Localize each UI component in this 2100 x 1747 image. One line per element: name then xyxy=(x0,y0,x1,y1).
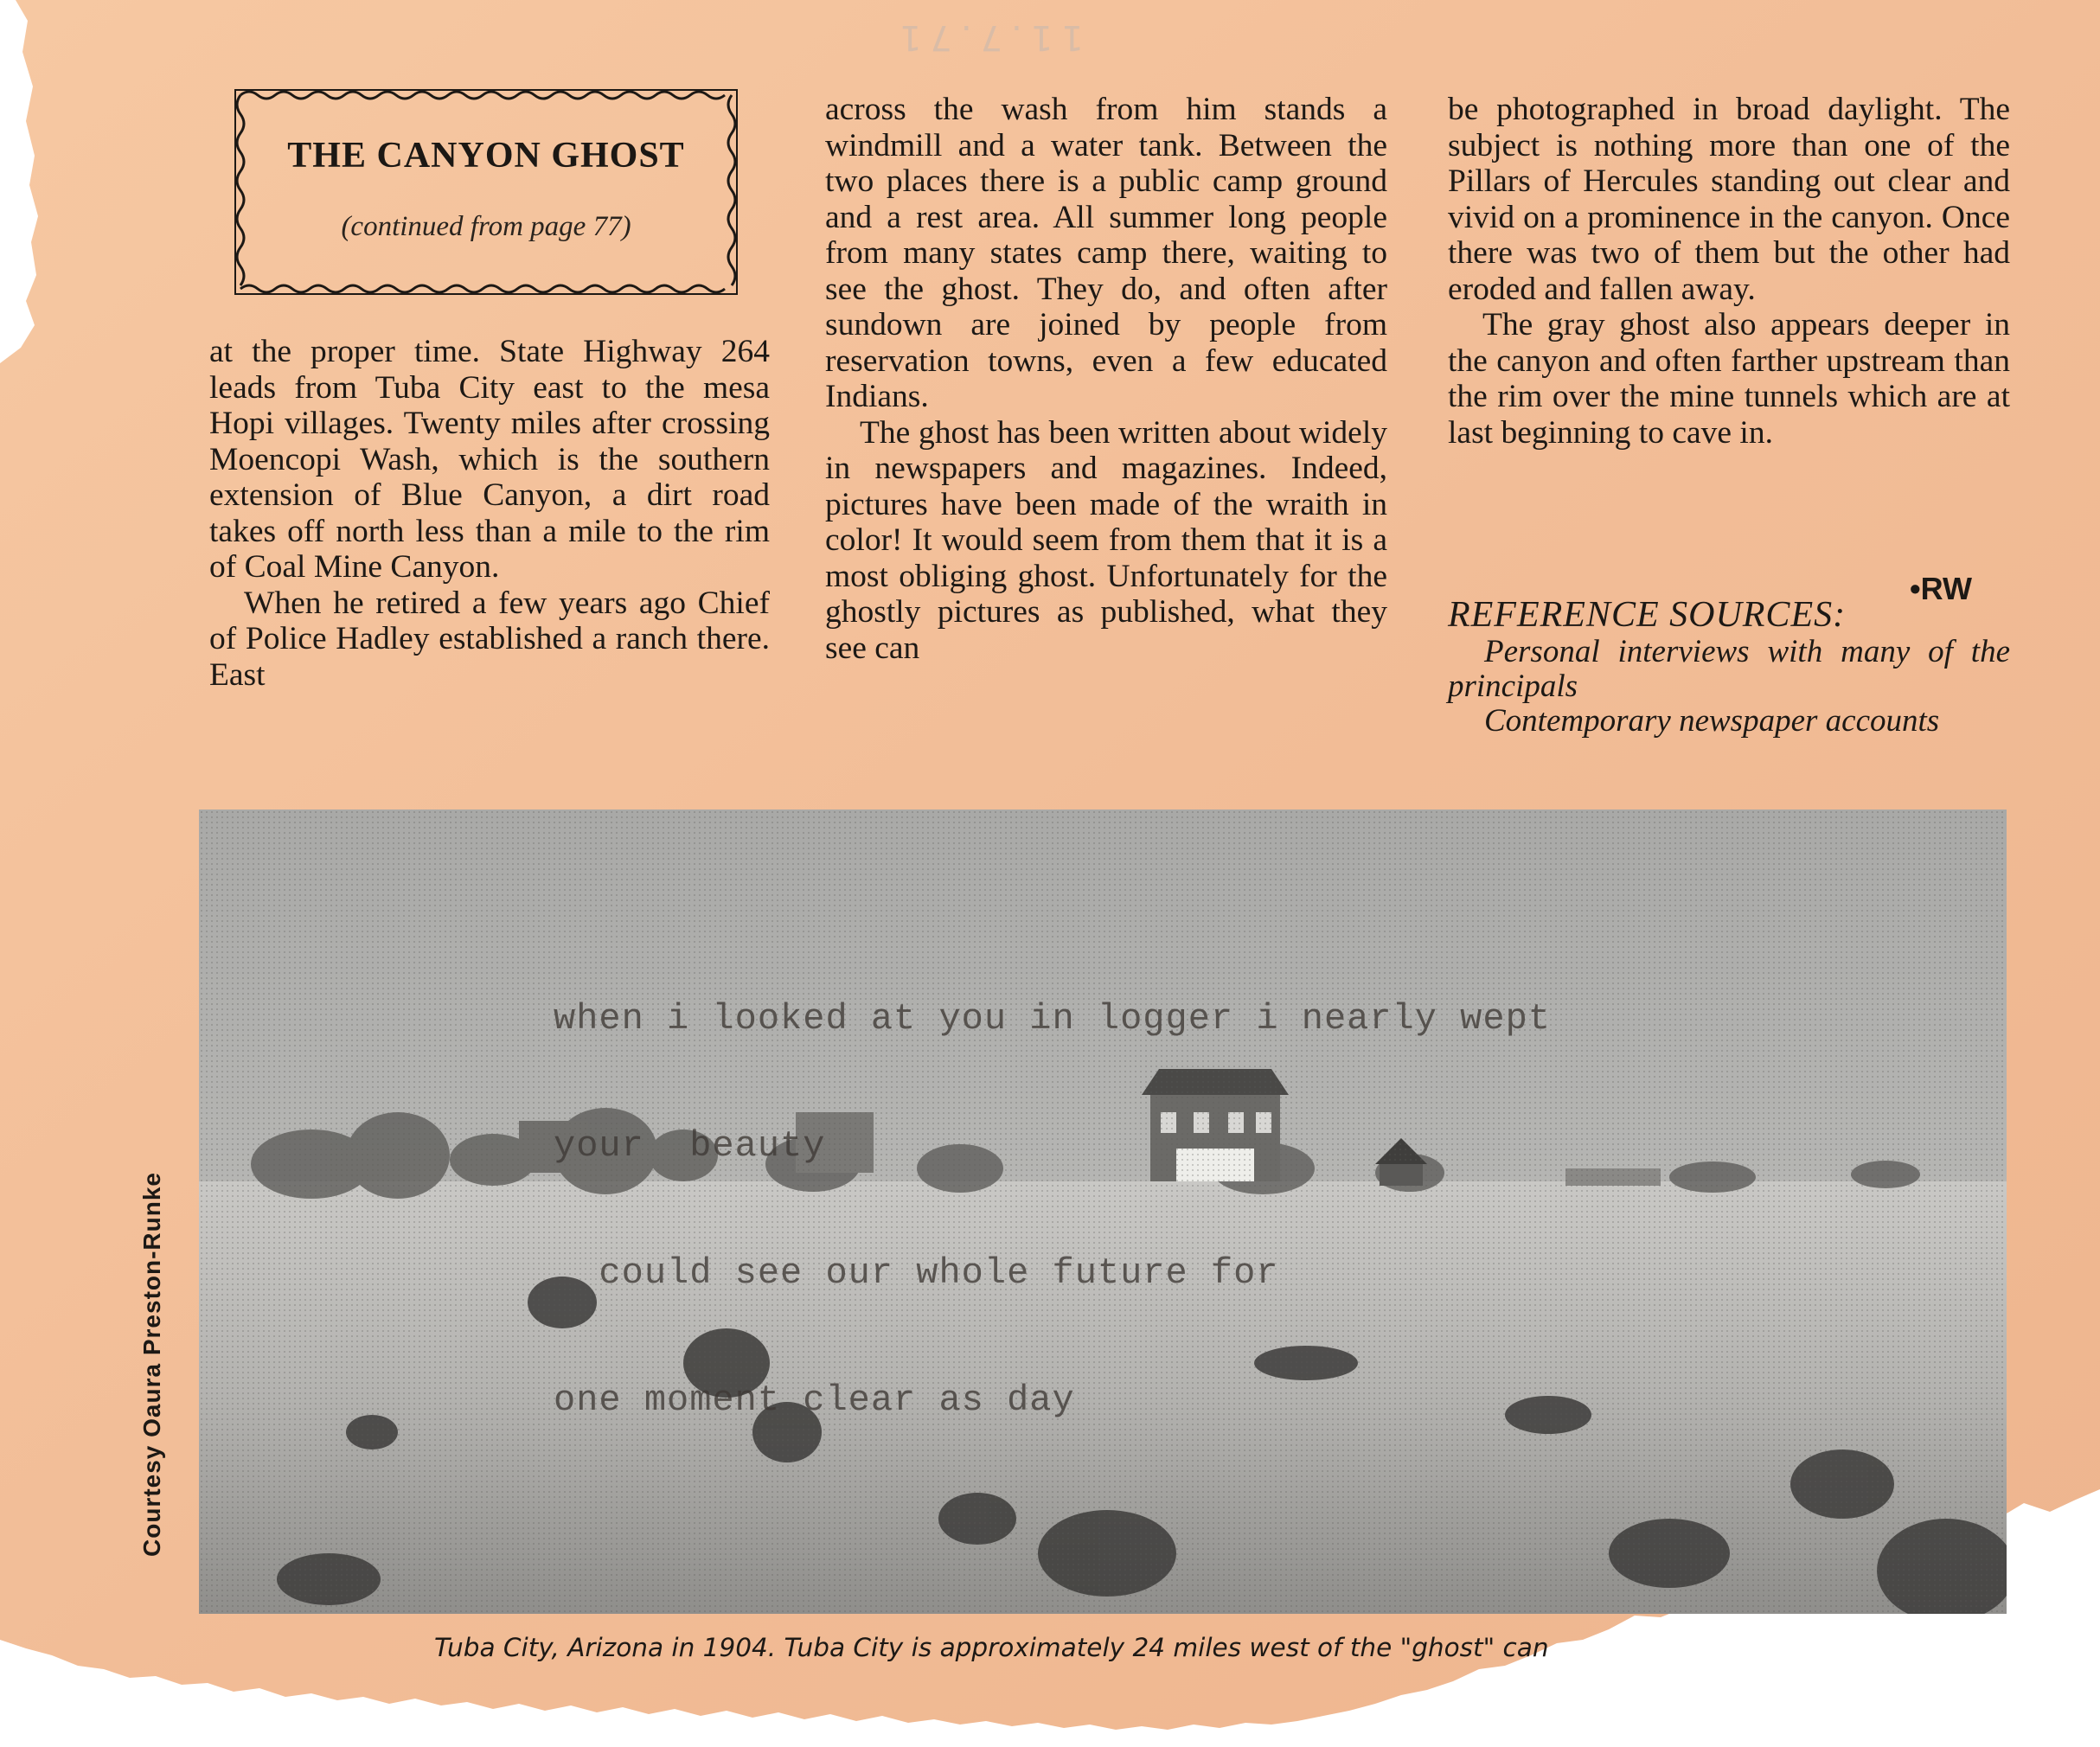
title-box xyxy=(227,81,746,303)
border-bottom xyxy=(240,285,725,292)
paragraph: When he retired a few years ago Chief of Police Hadley established a ranch there. East xyxy=(209,585,770,693)
paragraph: at the proper time. State Highway 264 leads from Tuba City east to the mesa Hopi villages. Twenty miles after crossing Moencopi Wash, which is the southern extension of Blue Canyon, a dirt road takes off north less than a mile to the rim of Coal Mine Canyon. xyxy=(209,334,770,585)
photo-caption: Tuba City, Arizona in 1904. Tuba City is approximately 24 miles west of the "ghost" can xyxy=(434,1633,1549,1662)
paragraph: The ghost has been written about widely in newspapers and magazines. Indeed, pictures have been made of the wraith in color! It would seem from them that it is a most obliging ghost. Unfortunately for the ghostly pictures as published, what they see can xyxy=(825,414,1387,666)
border-right xyxy=(728,95,735,285)
ornamental-border xyxy=(227,81,746,303)
typewritten-overlay xyxy=(554,913,1551,1507)
border-left xyxy=(237,95,244,285)
photo-credit: Courtesy Oaura Preston-Runke xyxy=(138,1172,165,1557)
reference-item: Personal interviews with many of the principals xyxy=(1448,634,2010,704)
paragraph: be photographed in broad daylight. The subject is nothing more than one of the Pillars of Hercules standing out clear and vivid on a prominence in the canyon. Once there was two of them but the other had eroded and fallen away. xyxy=(1448,92,2010,307)
handwritten-mark: 11.7.71 xyxy=(891,17,1084,57)
article-column-2 xyxy=(825,92,1387,666)
typewritten-line: your beauty xyxy=(554,1125,826,1167)
article-headline: THE CANYON GHOST xyxy=(287,136,685,176)
article-column-3 xyxy=(1448,92,2010,451)
reference-sources xyxy=(1448,595,2010,739)
typewritten-line: one moment clear as day xyxy=(554,1379,1075,1421)
typewritten-line: when i looked at you in logger i nearly wept xyxy=(554,998,1551,1040)
border-top xyxy=(240,92,725,99)
author-byline: •RW xyxy=(1910,571,1972,606)
reference-item: Contemporary newspaper accounts xyxy=(1484,703,1940,739)
article-column-1 xyxy=(209,334,770,693)
continued-note: (continued from page 77) xyxy=(341,211,631,242)
paragraph: The gray ghost also appears deeper in the canyon and often farther upstream than the rim over the mine tunnels which are at last beginning to cave in. xyxy=(1448,307,2010,451)
paragraph: across the wash from him stands a windmill and a water tank. Between the two places there is a public camp ground and a rest area. All summer long people from many states camp there, waiting to see the ghost. They do, and often after sundown are joined by people from reservation towns, even a few educated Indians. xyxy=(825,92,1387,414)
typewritten-line: could see our whole future for xyxy=(554,1252,1279,1294)
reference-heading: REFERENCE SOURCES: xyxy=(1448,595,1847,635)
